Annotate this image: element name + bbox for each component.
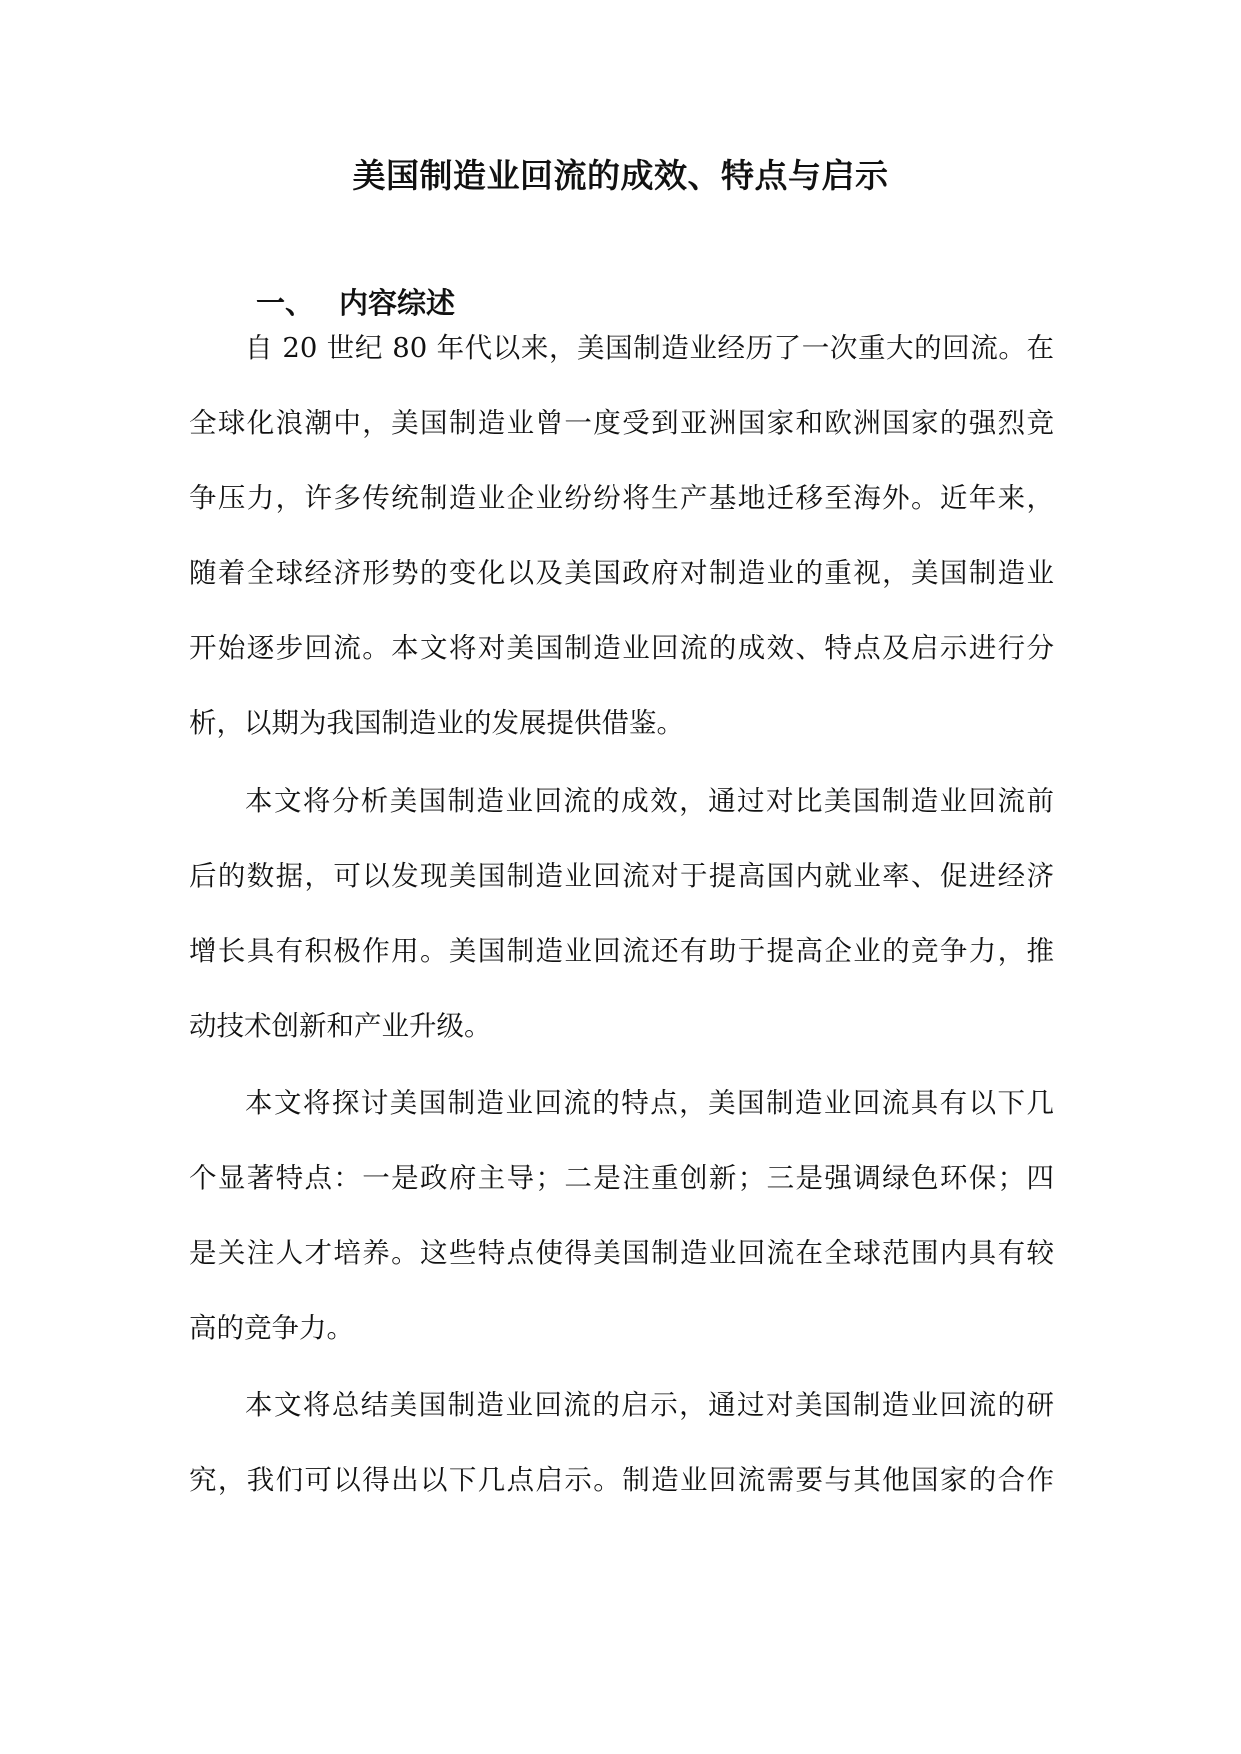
paragraph-line: 析，以期为我国制造业的发展提供借鉴。 bbox=[189, 707, 684, 739]
paragraph-line: 高的竞争力。 bbox=[189, 1312, 354, 1344]
paragraph-line: 增长具有积极作用。美国制造业回流还有助于提高企业的竞争力，推 bbox=[189, 935, 1054, 967]
section-title: 内容综述 bbox=[339, 286, 456, 320]
paragraph-line: 本文将总结美国制造业回流的启示，通过对美国制造业回流的研 bbox=[245, 1389, 1054, 1421]
paragraph-4 bbox=[189, 1368, 1054, 1518]
paragraph-3 bbox=[189, 1066, 1054, 1366]
paragraph-line: 是关注人才培养。这些特点使得美国制造业回流在全球范围内具有较 bbox=[189, 1237, 1054, 1269]
paragraph-line: 究，我们可以得出以下几点启示。制造业回流需要与其他国家的合作 bbox=[189, 1464, 1054, 1496]
paragraph-line: 争压力，许多传统制造业企业纷纷将生产基地迁移至海外。近年来， bbox=[189, 482, 1054, 514]
paragraph-line: 全球化浪潮中，美国制造业曾一度受到亚洲国家和欧洲国家的强烈竞 bbox=[189, 407, 1054, 439]
paragraph-1 bbox=[189, 311, 1054, 761]
paragraph-line: 随着全球经济形势的变化以及美国政府对制造业的重视，美国制造业 bbox=[189, 557, 1054, 589]
paragraph-line: 自 20 世纪 80 年代以来，美国制造业经历了一次重大的回流。在 bbox=[245, 332, 1054, 364]
document-title: 美国制造业回流的成效、特点与启示 bbox=[352, 156, 889, 195]
paragraph-line: 本文将探讨美国制造业回流的特点，美国制造业回流具有以下几 bbox=[245, 1087, 1054, 1119]
paragraph-line: 本文将分析美国制造业回流的成效，通过对比美国制造业回流前 bbox=[245, 785, 1054, 817]
section-number: 一、 bbox=[256, 286, 315, 320]
paragraph-2 bbox=[189, 764, 1054, 1064]
paragraph-line: 后的数据，可以发现美国制造业回流对于提高国内就业率、促进经济 bbox=[189, 860, 1054, 892]
paragraph-line: 动技术创新和产业升级。 bbox=[189, 1010, 492, 1042]
paragraph-line: 开始逐步回流。本文将对美国制造业回流的成效、特点及启示进行分 bbox=[189, 632, 1054, 664]
paragraph-line: 个显著特点：一是政府主导；二是注重创新；三是强调绿色环保；四 bbox=[189, 1162, 1054, 1194]
